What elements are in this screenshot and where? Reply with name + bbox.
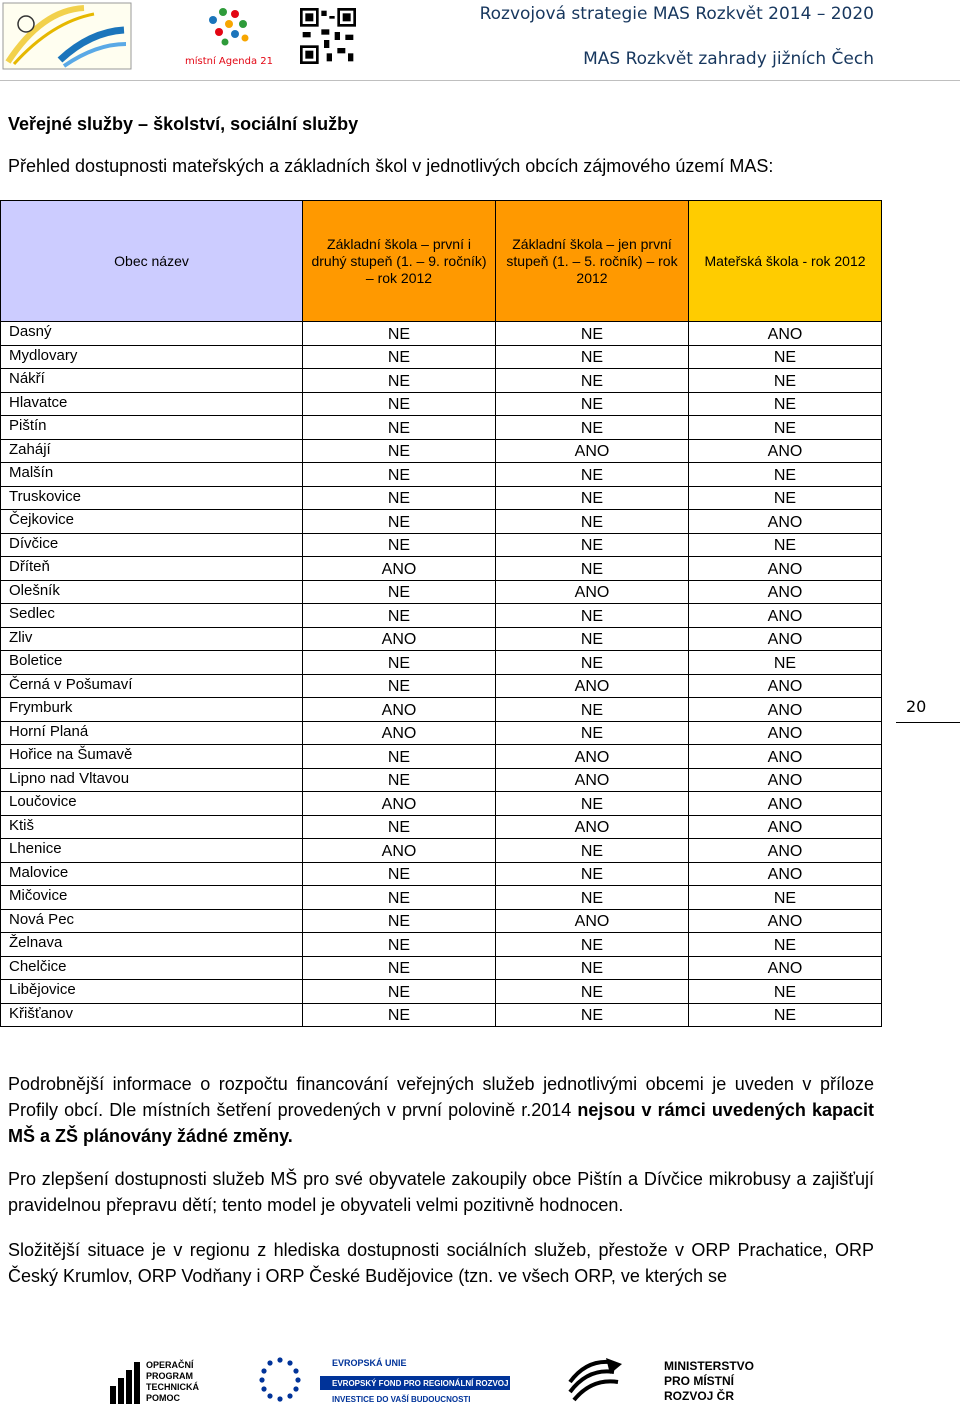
table-row <box>1 533 882 557</box>
cell-zs-first: ANO <box>496 815 689 839</box>
table-row <box>1 345 882 369</box>
table-row <box>1 721 882 745</box>
cell-zs-first: ANO <box>496 909 689 933</box>
svg-text:místní Agenda 21: místní Agenda 21 <box>184 56 274 67</box>
cell-ms: NE <box>689 933 882 957</box>
cell-zs-first: NE <box>496 721 689 745</box>
cell-obec: Mydlovary <box>1 345 303 369</box>
cell-zs-first: ANO <box>496 439 689 463</box>
cell-zs-first: NE <box>496 627 689 651</box>
svg-text:MINISTERSTVO: MINISTERSTVO <box>664 1359 755 1373</box>
cell-zs-full: NE <box>303 980 496 1004</box>
cell-zs-first: NE <box>496 698 689 722</box>
cell-obec: Křišťanov <box>1 1003 303 1027</box>
cell-zs-full: ANO <box>303 792 496 816</box>
cell-ms: NE <box>689 486 882 510</box>
cell-ms: NE <box>689 533 882 557</box>
cell-zs-first: NE <box>496 1003 689 1027</box>
cell-zs-full: NE <box>303 933 496 957</box>
cell-zs-full: NE <box>303 322 496 346</box>
cell-ms: ANO <box>689 674 882 698</box>
eu-stars-icon <box>259 1357 300 1401</box>
cell-zs-first: NE <box>496 533 689 557</box>
table-row <box>1 557 882 581</box>
cell-zs-full: NE <box>303 416 496 440</box>
cell-ms: NE <box>689 886 882 910</box>
cell-obec: Malovice <box>1 862 303 886</box>
cell-obec: Mičovice <box>1 886 303 910</box>
cell-obec: Lipno nad Vltavou <box>1 768 303 792</box>
cell-ms: ANO <box>689 862 882 886</box>
cell-zs-full: ANO <box>303 627 496 651</box>
column-header-zs-full: Základní škola – první i druhý stupeň (1. – 9. ročník) – rok 2012 <box>303 201 496 322</box>
cell-zs-first: NE <box>496 886 689 910</box>
paragraph-social: Složitější situace je v regionu z hlediska dostupnosti sociálních služeb, přestože v ORP Prachatice, ORP Český Krumlov, ORP Vodňany i ORP České Budějovice (tzn. ve všech ORP, ve kterých se <box>8 1240 874 1286</box>
cell-zs-full: NE <box>303 392 496 416</box>
page-footer <box>0 1340 960 1407</box>
cell-zs-first: NE <box>496 369 689 393</box>
cell-ms: ANO <box>689 698 882 722</box>
cell-zs-full: NE <box>303 580 496 604</box>
cell-zs-full: NE <box>303 909 496 933</box>
cell-zs-first: NE <box>496 651 689 675</box>
cell-ms: NE <box>689 345 882 369</box>
cell-ms: NE <box>689 392 882 416</box>
cell-zs-first: NE <box>496 486 689 510</box>
cell-obec: Sedlec <box>1 604 303 628</box>
table-row <box>1 580 882 604</box>
table-row <box>1 745 882 769</box>
header-divider <box>0 80 960 81</box>
table-row <box>1 839 882 863</box>
cell-ms: NE <box>689 369 882 393</box>
cell-zs-first: NE <box>496 839 689 863</box>
cell-zs-full: NE <box>303 768 496 792</box>
page-number-rule <box>896 722 960 723</box>
cell-ms: ANO <box>689 721 882 745</box>
cell-ms: NE <box>689 651 882 675</box>
cell-obec: Dívčice <box>1 533 303 557</box>
ministry-regional-development-logo <box>566 1354 776 1404</box>
table-row <box>1 886 882 910</box>
cell-zs-full: NE <box>303 651 496 675</box>
table-row <box>1 815 882 839</box>
cell-ms: ANO <box>689 956 882 980</box>
table-row <box>1 651 882 675</box>
cell-zs-first: NE <box>496 862 689 886</box>
cell-ms: ANO <box>689 792 882 816</box>
page-header <box>0 0 960 82</box>
cell-zs-full: NE <box>303 533 496 557</box>
cell-obec: Lhenice <box>1 839 303 863</box>
cell-ms: ANO <box>689 580 882 604</box>
mas-rozkvet-logo <box>2 2 132 70</box>
page-number: 20 <box>906 697 927 716</box>
cell-obec: Zahájí <box>1 439 303 463</box>
cell-obec: Zliv <box>1 627 303 651</box>
cell-obec: Čejkovice <box>1 510 303 534</box>
table-row <box>1 768 882 792</box>
cell-ms: NE <box>689 463 882 487</box>
cell-zs-first: NE <box>496 980 689 1004</box>
svg-text:EVROPSKÁ UNIE: EVROPSKÁ UNIE <box>332 1358 407 1368</box>
cell-zs-full: NE <box>303 1003 496 1027</box>
section-title: Veřejné služby – školství, sociální služby <box>8 114 359 134</box>
paragraph-budget-bold: nejsou v rámci uvedených kapacit MŠ a ZŠ plánovány žádné změny. <box>8 1100 874 1146</box>
table-row <box>1 1003 882 1027</box>
cell-zs-first: NE <box>496 463 689 487</box>
cell-zs-first: NE <box>496 510 689 534</box>
cell-zs-full: NE <box>303 369 496 393</box>
svg-text:INVESTICE DO VAŠÍ BUDOUCNOSTI: INVESTICE DO VAŠÍ BUDOUCNOSTI <box>332 1395 471 1404</box>
table-row <box>1 674 882 698</box>
cell-ms: ANO <box>689 909 882 933</box>
cell-zs-full: ANO <box>303 839 496 863</box>
svg-text:EVROPSKÝ FOND PRO REGIONÁLNÍ R: EVROPSKÝ FOND PRO REGIONÁLNÍ ROZVOJ <box>332 1379 509 1388</box>
paragraph-budget <box>8 1071 874 1149</box>
cell-zs-first: NE <box>496 956 689 980</box>
cell-zs-full: NE <box>303 956 496 980</box>
cell-obec: Nová Pec <box>1 909 303 933</box>
cell-obec: Horní Planá <box>1 721 303 745</box>
cell-obec: Frymburk <box>1 698 303 722</box>
column-header-obec: Obec název <box>1 201 303 322</box>
cell-zs-full: NE <box>303 604 496 628</box>
table-row <box>1 369 882 393</box>
table-row <box>1 416 882 440</box>
table-row <box>1 439 882 463</box>
cell-zs-full: NE <box>303 345 496 369</box>
cell-zs-first: NE <box>496 416 689 440</box>
cell-zs-first: ANO <box>496 580 689 604</box>
cell-obec: Dříteň <box>1 557 303 581</box>
column-header-zs-first: Základní škola – jen první stupeň (1. – 5. ročník) – rok 2012 <box>496 201 689 322</box>
schools-table <box>0 200 882 1027</box>
table-body <box>1 322 882 1027</box>
cell-obec: Želnava <box>1 933 303 957</box>
table-row <box>1 862 882 886</box>
table-row <box>1 980 882 1004</box>
intro-text: Přehled dostupnosti mateřských a základních škol v jednotlivých obcích zájmového území MAS: <box>8 156 774 176</box>
cell-obec: Pištín <box>1 416 303 440</box>
cell-obec: Libějovice <box>1 980 303 1004</box>
cell-obec: Černá v Pošumaví <box>1 674 303 698</box>
cell-ms: ANO <box>689 604 882 628</box>
cell-zs-full: NE <box>303 815 496 839</box>
cell-ms: NE <box>689 1003 882 1027</box>
agenda21-logo <box>183 4 275 70</box>
op-technical-assistance-logo <box>108 1356 218 1406</box>
cell-ms: ANO <box>689 510 882 534</box>
table-row <box>1 933 882 957</box>
table-header-row <box>1 201 882 322</box>
cell-zs-full: NE <box>303 486 496 510</box>
svg-text:TECHNICKÁ: TECHNICKÁ <box>146 1382 199 1392</box>
cell-obec: Hlavatce <box>1 392 303 416</box>
cell-zs-first: ANO <box>496 674 689 698</box>
cell-obec: Boletice <box>1 651 303 675</box>
cell-ms: ANO <box>689 557 882 581</box>
svg-text:POMOC: POMOC <box>146 1393 181 1403</box>
table-row <box>1 486 882 510</box>
cell-obec: Loučovice <box>1 792 303 816</box>
cell-obec: Malšín <box>1 463 303 487</box>
table-row <box>1 909 882 933</box>
cell-zs-full: ANO <box>303 557 496 581</box>
cell-ms: NE <box>689 416 882 440</box>
cell-zs-first: NE <box>496 933 689 957</box>
table-row <box>1 698 882 722</box>
column-header-ms: Mateřská škola - rok 2012 <box>689 201 882 322</box>
cell-zs-full: NE <box>303 510 496 534</box>
cell-ms: ANO <box>689 745 882 769</box>
cell-zs-full: NE <box>303 674 496 698</box>
table-row <box>1 792 882 816</box>
qr-code <box>300 8 356 64</box>
cell-obec: Ktiš <box>1 815 303 839</box>
cell-zs-full: ANO <box>303 698 496 722</box>
cell-ms: ANO <box>689 322 882 346</box>
cell-zs-full: NE <box>303 439 496 463</box>
cell-ms: ANO <box>689 815 882 839</box>
cell-zs-first: NE <box>496 345 689 369</box>
cell-ms: ANO <box>689 839 882 863</box>
header-title: Rozvojová strategie MAS Rozkvět 2014 – 2020 <box>479 4 874 24</box>
cell-zs-first: NE <box>496 392 689 416</box>
cell-zs-first: NE <box>496 557 689 581</box>
cell-zs-full: NE <box>303 463 496 487</box>
cell-obec: Olešník <box>1 580 303 604</box>
cell-obec: Chelčice <box>1 956 303 980</box>
table-row <box>1 956 882 980</box>
cell-zs-full: NE <box>303 862 496 886</box>
cell-ms: ANO <box>689 768 882 792</box>
paragraph-budget-text: Podrobnější informace o rozpočtu financování veřejných služeb jednotlivými obcemi je uveden v příloze Profily obcí. Dle místních šetření provedených v první polovině r.2014 <box>8 1074 874 1120</box>
cell-zs-first: NE <box>496 322 689 346</box>
svg-text:ROZVOJ ČR: ROZVOJ ČR <box>664 1389 735 1403</box>
svg-text:OPERAČNÍ: OPERAČNÍ <box>146 1360 194 1370</box>
table-row <box>1 627 882 651</box>
cell-obec: Truskovice <box>1 486 303 510</box>
cell-obec: Nákří <box>1 369 303 393</box>
svg-text:PRO MÍSTNÍ: PRO MÍSTNÍ <box>664 1374 735 1388</box>
cell-zs-full: NE <box>303 886 496 910</box>
cell-ms: ANO <box>689 627 882 651</box>
table-row <box>1 392 882 416</box>
cell-zs-first: ANO <box>496 768 689 792</box>
cell-zs-first: NE <box>496 604 689 628</box>
table-row <box>1 463 882 487</box>
table-row <box>1 604 882 628</box>
eu-erdf-logo <box>250 1352 520 1406</box>
cell-zs-full: ANO <box>303 721 496 745</box>
cell-ms: ANO <box>689 439 882 463</box>
svg-text:PROGRAM: PROGRAM <box>146 1371 193 1381</box>
table-row <box>1 510 882 534</box>
header-subtitle: MAS Rozkvět zahrady jižních Čech <box>583 49 874 69</box>
paragraph-transport: Pro zlepšení dostupnosti služeb MŠ pro své obyvatele zakoupily obce Pištín a Dívčice mikrobusy a zajišťují pravidelnou přepravu dětí; tento model je obyvateli velmi pozitivně hodnocen. <box>8 1169 874 1215</box>
cell-obec: Hořice na Šumavě <box>1 745 303 769</box>
cell-zs-first: ANO <box>496 745 689 769</box>
cell-zs-first: NE <box>496 792 689 816</box>
cell-ms: NE <box>689 980 882 1004</box>
cell-zs-full: NE <box>303 745 496 769</box>
table-row <box>1 322 882 346</box>
cell-obec: Dasný <box>1 322 303 346</box>
